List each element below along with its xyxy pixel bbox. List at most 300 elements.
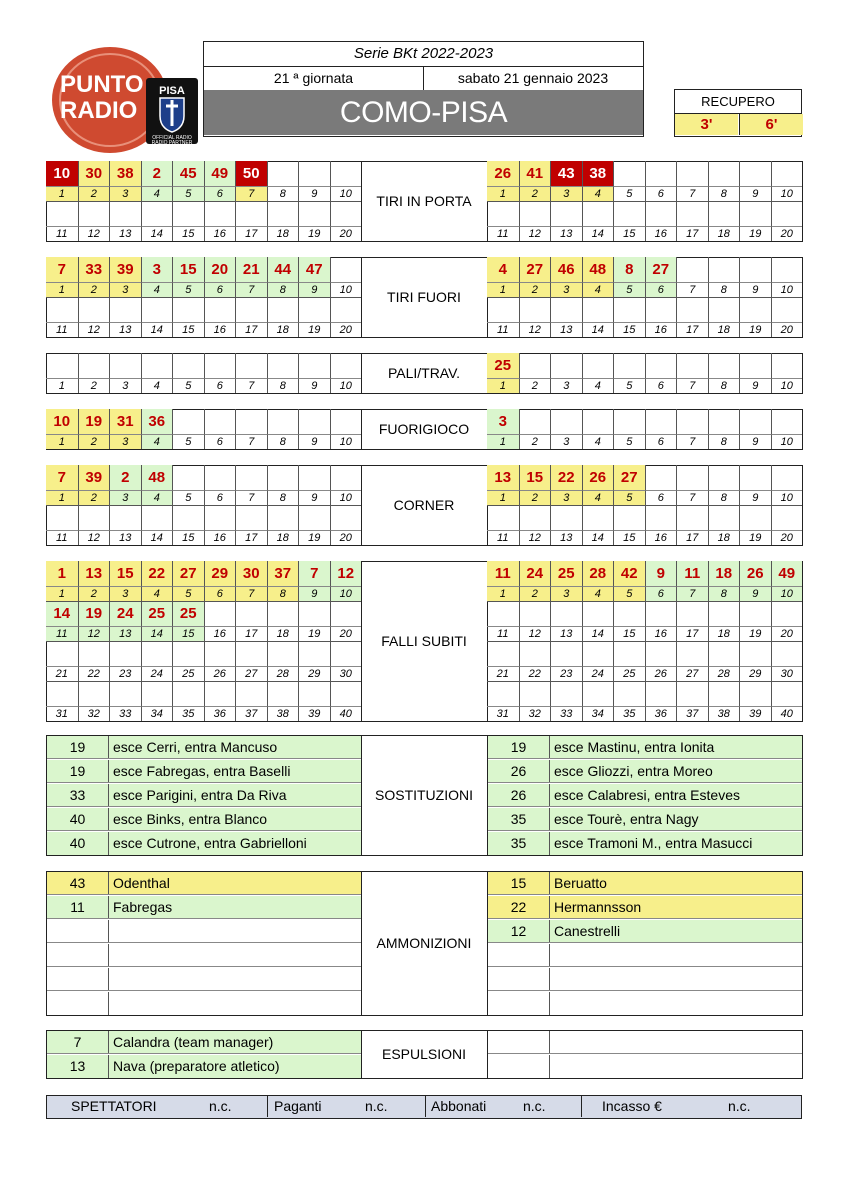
stat-slot-number: 6 bbox=[204, 378, 236, 393]
stat-slot-number: 5 bbox=[172, 434, 204, 449]
stat-empty-cell bbox=[172, 641, 204, 666]
booking-row bbox=[47, 896, 361, 919]
match-date: sabato 21 gennaio 2023 bbox=[457, 70, 609, 86]
stat-slot-number: 38 bbox=[267, 706, 299, 721]
stat-slot-number: 17 bbox=[676, 530, 708, 545]
stat-value: 38 bbox=[582, 161, 614, 186]
stat-slot-number: 13 bbox=[550, 530, 582, 545]
booking-text: Hermannsson bbox=[554, 899, 642, 915]
stat-slot-number: 16 bbox=[204, 226, 236, 241]
stat-empty-cell bbox=[172, 681, 204, 706]
stat-empty-cell bbox=[235, 465, 267, 490]
stat-value: 37 bbox=[267, 561, 299, 586]
stat-empty-cell bbox=[78, 505, 110, 530]
stat-slot-number: 38 bbox=[708, 706, 740, 721]
stat-empty-cell bbox=[141, 201, 173, 226]
footer-value: n.c. bbox=[365, 1098, 388, 1114]
stat-value: 43 bbox=[550, 161, 582, 186]
stat-value: 25 bbox=[172, 601, 204, 626]
stat-slot-number: 9 bbox=[739, 490, 771, 505]
stat-empty-cell bbox=[582, 201, 614, 226]
stat-empty-cell bbox=[204, 465, 236, 490]
substitution-row bbox=[47, 736, 361, 759]
stat-empty-cell bbox=[708, 353, 740, 378]
stat-value: 7 bbox=[46, 465, 78, 490]
booking-text bbox=[551, 968, 802, 990]
stat-empty-cell bbox=[519, 505, 551, 530]
stat-empty-cell bbox=[267, 505, 299, 530]
stat-empty-cell bbox=[46, 297, 78, 322]
stat-slot-number: 19 bbox=[739, 626, 771, 641]
stat-empty-cell bbox=[771, 257, 803, 282]
stat-value: 21 bbox=[235, 257, 267, 282]
stat-slot-number: 7 bbox=[235, 490, 267, 505]
stat-value: 19 bbox=[78, 601, 110, 626]
stat-slot-number: 6 bbox=[204, 434, 236, 449]
stat-value: 7 bbox=[46, 257, 78, 282]
stat-slot-number: 24 bbox=[582, 666, 614, 681]
stat-slot-number: 11 bbox=[487, 226, 519, 241]
stat-slot-number: 15 bbox=[172, 530, 204, 545]
stat-slot-number: 1 bbox=[487, 282, 519, 297]
booking-empty-row bbox=[47, 992, 361, 1015]
stat-slot-number: 1 bbox=[487, 490, 519, 505]
stat-slot-number: 19 bbox=[298, 626, 330, 641]
stat-slot-number: 39 bbox=[298, 706, 330, 721]
expulsion-label: ESPULSIONI bbox=[381, 1046, 467, 1062]
booking-minute: 12 bbox=[488, 920, 550, 942]
stat-empty-cell bbox=[267, 297, 299, 322]
stat-slot-number: 15 bbox=[172, 626, 204, 641]
stat-empty-cell bbox=[550, 297, 582, 322]
logo-word-punto: PUNTO bbox=[60, 71, 144, 98]
stat-slot-number: 25 bbox=[613, 666, 645, 681]
stat-slot-number: 30 bbox=[330, 666, 362, 681]
stat-slot-number: 4 bbox=[141, 490, 173, 505]
stat-slot-number: 14 bbox=[582, 226, 614, 241]
stat-slot-number: 24 bbox=[141, 666, 173, 681]
stat-empty-cell bbox=[46, 201, 78, 226]
expulsion-minute bbox=[488, 1031, 550, 1053]
row-divider bbox=[487, 297, 802, 298]
stat-slot-number: 14 bbox=[582, 530, 614, 545]
stat-slot-number: 8 bbox=[708, 282, 740, 297]
stat-slot-number: 7 bbox=[676, 490, 708, 505]
stat-value: 49 bbox=[771, 561, 803, 586]
stat-empty-cell bbox=[204, 601, 236, 626]
stat-empty-cell bbox=[676, 409, 708, 434]
stat-slot-number: 5 bbox=[613, 586, 645, 601]
stat-slot-number: 2 bbox=[519, 490, 551, 505]
stat-slot-number: 19 bbox=[739, 322, 771, 337]
stat-slot-number: 9 bbox=[298, 434, 330, 449]
stat-empty-cell bbox=[235, 601, 267, 626]
stat-empty-cell bbox=[708, 161, 740, 186]
stat-value: 27 bbox=[645, 257, 677, 282]
stat-value: 22 bbox=[141, 561, 173, 586]
booking-minute bbox=[488, 968, 550, 990]
stat-label: TIRI FUORI bbox=[387, 289, 461, 305]
stat-slot-number: 8 bbox=[267, 586, 299, 601]
row-divider bbox=[46, 601, 361, 602]
stat-empty-cell bbox=[204, 201, 236, 226]
stat-empty-cell bbox=[550, 681, 582, 706]
series-title: Serie BKt 2022-2023 bbox=[204, 42, 643, 67]
stat-slot-number: 2 bbox=[519, 282, 551, 297]
expulsion-text bbox=[551, 1055, 802, 1078]
row-divider bbox=[487, 601, 802, 602]
stat-slot-number: 4 bbox=[582, 434, 614, 449]
stat-empty-cell bbox=[613, 161, 645, 186]
stat-empty-cell bbox=[613, 409, 645, 434]
stat-slot-number: 12 bbox=[78, 626, 110, 641]
footer-abbonati bbox=[425, 1096, 581, 1117]
stat-slot-number: 4 bbox=[582, 490, 614, 505]
stat-slot-number: 1 bbox=[46, 434, 78, 449]
stat-empty-cell bbox=[645, 161, 677, 186]
stat-slot-number: 14 bbox=[141, 530, 173, 545]
stat-slot-number: 7 bbox=[235, 378, 267, 393]
stat-value: 11 bbox=[487, 561, 519, 586]
booking-minute: 43 bbox=[47, 872, 109, 894]
footer-label: Paganti bbox=[274, 1098, 322, 1114]
stat-empty-cell bbox=[109, 641, 141, 666]
stat-empty-cell bbox=[109, 297, 141, 322]
stat-slot-number: 10 bbox=[330, 490, 362, 505]
stat-slot-number: 5 bbox=[613, 434, 645, 449]
stat-value: 15 bbox=[109, 561, 141, 586]
stat-empty-cell bbox=[141, 641, 173, 666]
stat-empty-cell bbox=[109, 681, 141, 706]
substitution-text: esce Tourè, entra Nagy bbox=[554, 811, 699, 827]
stat-slot-number: 10 bbox=[330, 186, 362, 201]
expulsion-minute: 13 bbox=[47, 1055, 109, 1078]
stat-slot-number: 8 bbox=[267, 186, 299, 201]
stat-slot-number: 7 bbox=[235, 586, 267, 601]
footer-value: n.c. bbox=[728, 1098, 751, 1114]
expulsion-text: Nava (preparatore atletico) bbox=[113, 1058, 280, 1074]
stat-slot-number: 11 bbox=[46, 626, 78, 641]
stat-slot-number: 36 bbox=[645, 706, 677, 721]
booking-text bbox=[110, 944, 361, 966]
recupero-label: RECUPERO bbox=[675, 90, 801, 114]
stat-slot-number: 13 bbox=[550, 322, 582, 337]
stat-slot-number: 6 bbox=[204, 490, 236, 505]
stat-empty-cell bbox=[330, 161, 362, 186]
stat-empty-cell bbox=[298, 641, 330, 666]
stat-empty-cell bbox=[771, 681, 803, 706]
stat-empty-cell bbox=[645, 601, 677, 626]
stat-slot-number: 7 bbox=[235, 434, 267, 449]
stat-empty-cell bbox=[109, 505, 141, 530]
stat-empty-cell bbox=[550, 641, 582, 666]
stat-empty-cell bbox=[771, 641, 803, 666]
stat-value: 14 bbox=[46, 601, 78, 626]
stat-empty-cell bbox=[519, 681, 551, 706]
booking-minute bbox=[47, 968, 109, 990]
stat-slot-number: 14 bbox=[141, 322, 173, 337]
stat-slot-number: 6 bbox=[204, 186, 236, 201]
stat-value: 15 bbox=[172, 257, 204, 282]
stat-slot-number: 10 bbox=[771, 490, 803, 505]
stat-value: 19 bbox=[78, 409, 110, 434]
stat-slot-number: 11 bbox=[46, 530, 78, 545]
stat-slot-number: 8 bbox=[708, 490, 740, 505]
stat-slot-number: 12 bbox=[78, 322, 110, 337]
stat-slot-number: 16 bbox=[645, 322, 677, 337]
stat-slot-number: 2 bbox=[519, 586, 551, 601]
stat-slot-number: 7 bbox=[676, 586, 708, 601]
stat-empty-cell bbox=[172, 409, 204, 434]
stat-slot-number: 16 bbox=[645, 626, 677, 641]
stat-slot-number: 5 bbox=[172, 282, 204, 297]
stat-empty-cell bbox=[330, 601, 362, 626]
stat-slot-number: 9 bbox=[739, 378, 771, 393]
substitution-minute: 40 bbox=[47, 808, 109, 830]
booking-row bbox=[488, 896, 802, 919]
stat-empty-cell bbox=[708, 505, 740, 530]
stat-empty-cell bbox=[771, 353, 803, 378]
stat-slot-number: 10 bbox=[771, 586, 803, 601]
stat-empty-cell bbox=[235, 201, 267, 226]
stat-empty-cell bbox=[550, 353, 582, 378]
stat-value: 29 bbox=[204, 561, 236, 586]
stat-slot-number: 1 bbox=[487, 586, 519, 601]
recupero-first-half: 3' bbox=[675, 114, 738, 135]
stat-slot-number: 31 bbox=[487, 706, 519, 721]
row-divider bbox=[46, 641, 361, 642]
stat-slot-number: 7 bbox=[676, 186, 708, 201]
stat-slot-number: 9 bbox=[298, 282, 330, 297]
substitution-minute: 35 bbox=[488, 808, 550, 830]
stat-empty-cell bbox=[267, 681, 299, 706]
stat-value: 3 bbox=[487, 409, 519, 434]
stat-slot-number: 6 bbox=[645, 186, 677, 201]
substitution-text: esce Fabregas, entra Baselli bbox=[113, 763, 291, 779]
booking-text bbox=[110, 992, 361, 1015]
stat-slot-number: 9 bbox=[739, 186, 771, 201]
stat-label: FUORIGIOCO bbox=[378, 421, 470, 437]
stat-slot-number: 37 bbox=[235, 706, 267, 721]
stat-slot-number: 18 bbox=[708, 530, 740, 545]
stat-slot-number: 9 bbox=[298, 586, 330, 601]
stat-slot-number: 13 bbox=[109, 626, 141, 641]
stat-empty-cell bbox=[330, 353, 362, 378]
stat-slot-number: 33 bbox=[550, 706, 582, 721]
stat-slot-number: 18 bbox=[267, 530, 299, 545]
stat-slot-number: 17 bbox=[235, 626, 267, 641]
stat-empty-cell bbox=[298, 465, 330, 490]
stat-slot-number: 22 bbox=[78, 666, 110, 681]
stat-empty-cell bbox=[298, 601, 330, 626]
stat-slot-number: 4 bbox=[582, 378, 614, 393]
stat-empty-cell bbox=[298, 505, 330, 530]
stat-slot-number: 5 bbox=[172, 586, 204, 601]
stat-value: 25 bbox=[550, 561, 582, 586]
stat-slot-number: 17 bbox=[676, 626, 708, 641]
stat-slot-number: 13 bbox=[109, 322, 141, 337]
booking-empty-row bbox=[488, 992, 802, 1015]
stat-empty-cell bbox=[645, 409, 677, 434]
stat-value: 44 bbox=[267, 257, 299, 282]
substitution-row bbox=[488, 784, 802, 807]
stat-empty-cell bbox=[645, 297, 677, 322]
stat-empty-cell bbox=[46, 505, 78, 530]
stat-slot-number: 2 bbox=[519, 186, 551, 201]
stat-empty-cell bbox=[204, 353, 236, 378]
stat-slot-number: 19 bbox=[298, 226, 330, 241]
booking-row bbox=[488, 872, 802, 895]
substitution-minute: 26 bbox=[488, 760, 550, 782]
stat-slot-number: 5 bbox=[172, 378, 204, 393]
stat-empty-cell bbox=[298, 201, 330, 226]
footer-label: SPETTATORI bbox=[71, 1098, 157, 1114]
stat-slot-number: 1 bbox=[487, 434, 519, 449]
booking-empty-row bbox=[488, 944, 802, 967]
stat-slot-number: 12 bbox=[519, 322, 551, 337]
round-label: 21 ª giornata bbox=[204, 66, 424, 90]
stat-empty-cell bbox=[739, 297, 771, 322]
stat-slot-number: 10 bbox=[330, 434, 362, 449]
stat-empty-cell bbox=[676, 681, 708, 706]
stat-value: 13 bbox=[78, 561, 110, 586]
stat-empty-cell bbox=[267, 409, 299, 434]
stat-slot-number: 4 bbox=[141, 378, 173, 393]
substitution-row bbox=[488, 808, 802, 831]
attendance-footer bbox=[46, 1095, 802, 1119]
punto-radio-logo bbox=[50, 40, 205, 155]
stat-empty-cell bbox=[613, 353, 645, 378]
stat-slot-number: 3 bbox=[109, 378, 141, 393]
stat-slot-number: 6 bbox=[645, 586, 677, 601]
stat-slot-number: 14 bbox=[141, 626, 173, 641]
stat-value: 9 bbox=[645, 561, 677, 586]
stat-slot-number: 34 bbox=[582, 706, 614, 721]
booking-row bbox=[47, 872, 361, 895]
stat-slot-number: 3 bbox=[550, 586, 582, 601]
stat-empty-cell bbox=[330, 297, 362, 322]
stat-empty-cell bbox=[739, 601, 771, 626]
stat-empty-cell bbox=[487, 201, 519, 226]
stat-slot-number: 5 bbox=[613, 282, 645, 297]
stat-value: 25 bbox=[487, 353, 519, 378]
stat-slot-number: 26 bbox=[645, 666, 677, 681]
stat-slot-number: 7 bbox=[235, 282, 267, 297]
stat-value: 26 bbox=[582, 465, 614, 490]
stat-empty-cell bbox=[771, 409, 803, 434]
booking-text: Odenthal bbox=[113, 875, 170, 891]
footer-label: Incasso € bbox=[602, 1098, 662, 1114]
stat-slot-number: 3 bbox=[109, 186, 141, 201]
stat-slot-number: 15 bbox=[172, 226, 204, 241]
substitution-row bbox=[488, 760, 802, 783]
substitution-text: esce Parigini, entra Da Riva bbox=[113, 787, 287, 803]
logo-badge-text: PISA bbox=[159, 85, 185, 97]
stat-slot-number: 2 bbox=[78, 586, 110, 601]
stat-empty-cell bbox=[613, 201, 645, 226]
stat-slot-number: 12 bbox=[519, 530, 551, 545]
stat-empty-cell bbox=[582, 297, 614, 322]
stat-empty-cell bbox=[676, 465, 708, 490]
stat-slot-number: 5 bbox=[172, 490, 204, 505]
stat-empty-cell bbox=[739, 353, 771, 378]
stat-empty-cell bbox=[330, 465, 362, 490]
stat-slot-number: 15 bbox=[613, 530, 645, 545]
stat-value: 15 bbox=[519, 465, 551, 490]
stat-slot-number: 3 bbox=[109, 586, 141, 601]
stat-label: FALLI SUBITI bbox=[381, 633, 467, 649]
stat-slot-number: 11 bbox=[46, 322, 78, 337]
stat-slot-number: 11 bbox=[487, 626, 519, 641]
stat-slot-number: 40 bbox=[771, 706, 803, 721]
row-divider bbox=[46, 505, 361, 506]
stat-slot-number: 15 bbox=[613, 626, 645, 641]
stat-empty-cell bbox=[235, 297, 267, 322]
stat-slot-number: 12 bbox=[78, 226, 110, 241]
stat-slot-number: 10 bbox=[771, 378, 803, 393]
stat-slot-number: 20 bbox=[771, 322, 803, 337]
stat-slot-number: 5 bbox=[613, 378, 645, 393]
stat-empty-cell bbox=[771, 505, 803, 530]
stat-slot-number: 30 bbox=[771, 666, 803, 681]
stat-slot-number: 3 bbox=[109, 282, 141, 297]
stat-slot-number: 13 bbox=[550, 226, 582, 241]
stat-value: 25 bbox=[141, 601, 173, 626]
stat-slot-number: 8 bbox=[708, 586, 740, 601]
booking-label: AMMONIZIONI bbox=[376, 935, 472, 951]
stat-slot-number: 11 bbox=[487, 322, 519, 337]
stat-slot-number: 2 bbox=[519, 434, 551, 449]
substitution-text: esce Gliozzi, entra Moreo bbox=[554, 763, 713, 779]
stat-empty-cell bbox=[172, 201, 204, 226]
stat-slot-number: 11 bbox=[487, 530, 519, 545]
stat-slot-number: 20 bbox=[771, 226, 803, 241]
booking-minute bbox=[488, 944, 550, 966]
stat-empty-cell bbox=[267, 201, 299, 226]
stat-value: 2 bbox=[109, 465, 141, 490]
stat-value: 11 bbox=[676, 561, 708, 586]
stat-slot-number: 2 bbox=[519, 378, 551, 393]
stat-slot-number: 15 bbox=[172, 322, 204, 337]
footer-incasso bbox=[581, 1096, 800, 1117]
stat-slot-number: 27 bbox=[676, 666, 708, 681]
stat-slot-number: 2 bbox=[78, 378, 110, 393]
stat-slot-number: 1 bbox=[487, 186, 519, 201]
stat-slot-number: 20 bbox=[330, 626, 362, 641]
stat-slot-number: 21 bbox=[487, 666, 519, 681]
stat-slot-number: 1 bbox=[487, 378, 519, 393]
stat-slot-number: 15 bbox=[613, 226, 645, 241]
stat-slot-number: 19 bbox=[298, 530, 330, 545]
stat-slot-number: 9 bbox=[298, 490, 330, 505]
stat-value: 50 bbox=[235, 161, 267, 186]
booking-minute bbox=[47, 992, 109, 1015]
stat-empty-cell bbox=[519, 353, 551, 378]
stat-slot-number: 18 bbox=[708, 226, 740, 241]
stat-empty-cell bbox=[298, 353, 330, 378]
stat-slot-number: 9 bbox=[739, 434, 771, 449]
stat-slot-number: 12 bbox=[519, 626, 551, 641]
stat-empty-cell bbox=[204, 505, 236, 530]
stat-empty-cell bbox=[46, 353, 78, 378]
stat-empty-cell bbox=[739, 505, 771, 530]
stat-slot-number: 11 bbox=[46, 226, 78, 241]
footer-label: Abbonati bbox=[431, 1098, 487, 1114]
stat-value: 2 bbox=[141, 161, 173, 186]
stat-empty-cell bbox=[267, 465, 299, 490]
stat-empty-cell bbox=[582, 681, 614, 706]
stat-slot-number: 31 bbox=[46, 706, 78, 721]
